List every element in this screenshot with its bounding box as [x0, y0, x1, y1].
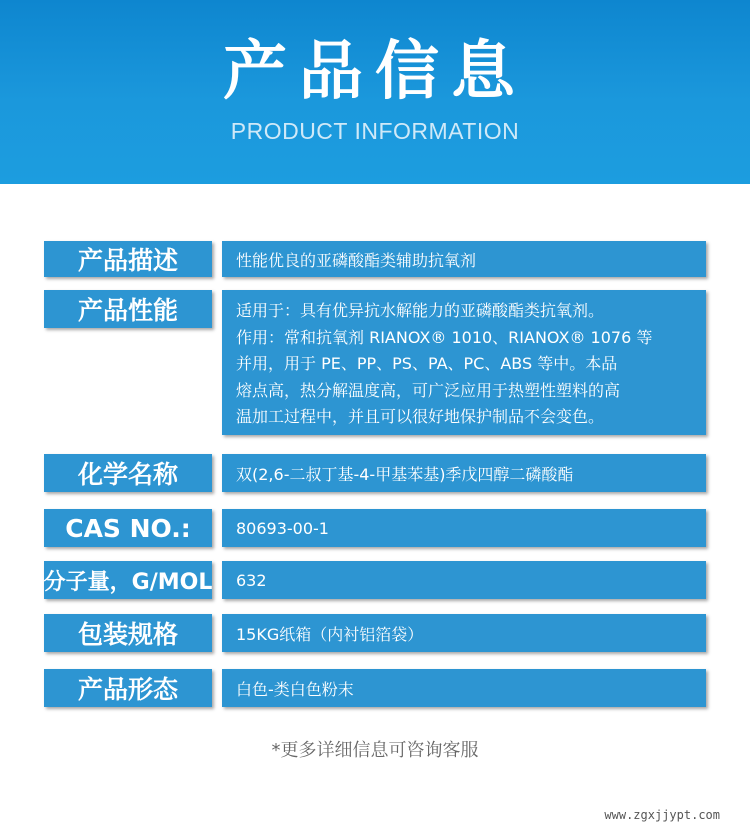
performance-line: 并用，用于 PE、PP、PS、PA、PC、ABS 等中。本品 — [236, 354, 618, 373]
row-label: 产品描述 — [44, 241, 212, 277]
footer-note: *更多详细信息可咨询客服 — [271, 740, 479, 761]
row-packaging — [44, 614, 706, 652]
page-subtitle: PRODUCT INFORMATION — [230, 118, 520, 144]
performance-line: 作用：常和抗氧剂 RIANOX® 1010、RIANOX® 1076 等 — [236, 327, 653, 347]
row-appearance — [44, 669, 706, 707]
row-value: 15KG纸箱（内衬铝箔袋） — [222, 614, 706, 652]
row-chemical-name — [44, 454, 706, 492]
row-molecular-weight — [44, 561, 706, 599]
row-label: 产品性能 — [44, 290, 212, 328]
header-banner — [0, 0, 750, 184]
performance-line: 温加工过程中，并且可以很好地保护制品不会变色。 — [236, 407, 605, 426]
row-value: 白色-类白色粉末 — [222, 669, 706, 707]
row-label: 产品形态 — [44, 669, 212, 707]
row-description — [44, 241, 706, 277]
row-value: 双(2,6-二叔丁基-4-甲基苯基)季戊四醇二磷酸酯 — [222, 454, 706, 492]
row-value-multiline — [222, 290, 706, 435]
row-label: 分子量，G/MOL — [44, 561, 212, 599]
row-cas — [44, 509, 706, 547]
row-value: 80693-00-1 — [222, 509, 706, 547]
row-label: 化学名称 — [44, 454, 212, 492]
row-value: 性能优良的亚磷酸酯类辅助抗氧剂 — [222, 241, 706, 277]
row-label: CAS NO.: — [44, 509, 212, 547]
performance-line: 适用于：具有优异抗水解能力的亚磷酸酯类抗氧剂。 — [236, 301, 605, 320]
row-label: 包装规格 — [44, 614, 212, 652]
watermark: www.zgxjjypt.com — [604, 808, 720, 822]
page-title: 产品信息 — [223, 35, 527, 109]
performance-line: 熔点高，热分解温度高，可广泛应用于热塑性塑料的高 — [236, 380, 621, 400]
row-value: 632 — [222, 561, 706, 599]
row-performance — [44, 290, 706, 435]
